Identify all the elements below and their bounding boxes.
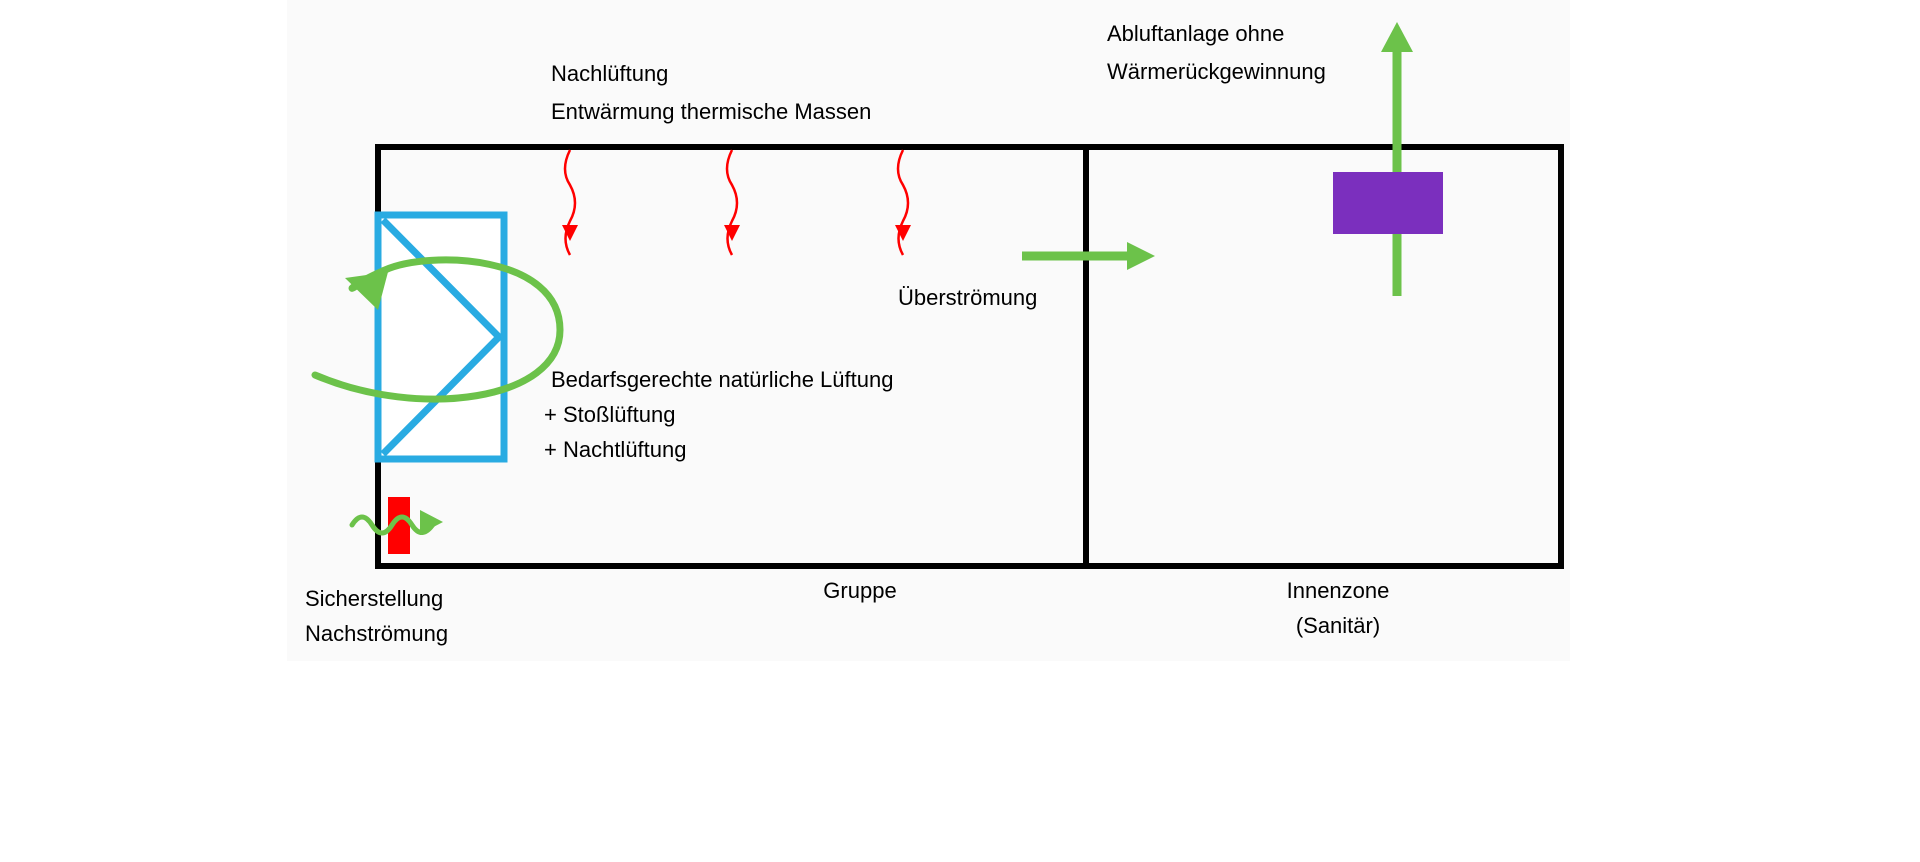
label-bedarfsgerecht-line3: + Nachtlüftung (544, 437, 687, 462)
exhaust-system-group (1333, 22, 1443, 296)
label-bedarfsgerecht-line1: Bedarfsgerechte natürliche Lüftung (551, 367, 894, 392)
nachstroemung-group (352, 497, 443, 554)
label-ueberstroemung: Überströmung (898, 285, 1038, 310)
exhaust-arrow-head-icon (1381, 22, 1413, 52)
label-sicherstellung-line2: Nachströmung (305, 621, 449, 646)
label-abluftanlage-line2: Wärmerückgewinnung (1107, 59, 1326, 84)
window-group (378, 215, 504, 459)
label-bedarfsgerecht-line2: + Stoßlüftung (544, 402, 676, 427)
label-zone-gruppe: Gruppe (823, 578, 897, 603)
inlet-airflow-arrowhead-icon (420, 510, 443, 534)
overflow-arrow-head-icon (1127, 242, 1155, 270)
label-abluftanlage-line1: Abluftanlage ohne (1107, 21, 1285, 46)
label-nachlueftung-line1: Nachlüftung (551, 61, 669, 86)
window-frame-icon (378, 215, 504, 459)
thermal-mass-heat-arrows-group (562, 150, 911, 255)
label-nachlueftung-line2: Entwärmung thermische Massen (551, 99, 872, 124)
exhaust-fan-unit-icon (1333, 172, 1443, 234)
label-sicherstellung-line1: Sicherstellung (305, 586, 444, 611)
label-zone-innenzone-line2: (Sanitär) (1295, 613, 1381, 638)
label-zone-innenzone-line1: Innenzone (1286, 578, 1390, 603)
